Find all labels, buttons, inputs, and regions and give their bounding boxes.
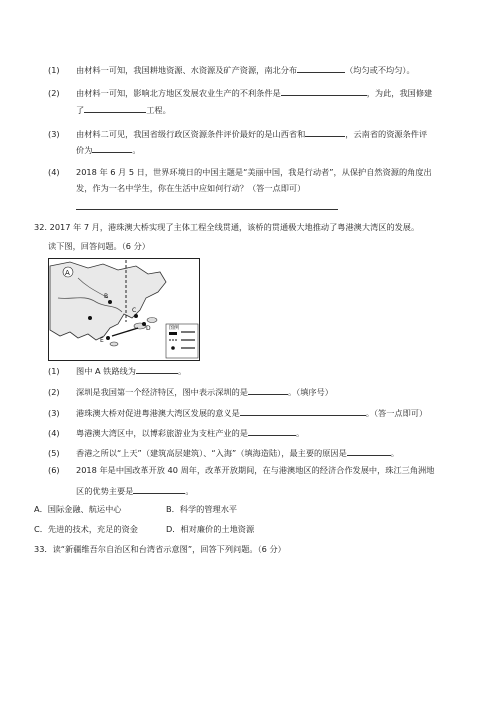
q32-intro: 32. 2017 年 7 月，港珠澳大桥实现了主体工程全线贯通，该桥的贯通极大地推动了粤港澳大湾区的发展。 [34,222,420,232]
q32-6: (6) 2018 年是中国改革开放 40 周年，改革开放期间，在与港澳地区的经济合作发展中，珠江三角洲地 [48,465,435,475]
q31-4-cont: 发，作为一名中学生，你在生活中应如何行动？（答一点即可） [76,183,306,193]
q32-2: (2) 深圳是我国第一个经济特区，图中表示深圳的是 。（填序号） [48,387,333,397]
pearl-river-delta-map [48,258,200,361]
map-label-d: D [146,325,151,332]
q32-5: (5) 香港之所以“上天”（建筑高层建筑）、“入海”（填海造陆），最主要的原因是 。 [48,448,399,458]
q31-1: (1) 由材料一可知，我国耕地资源、水资源及矿产资源，南北分布 （均匀或不均匀）。 [48,65,415,75]
q31-2: (2) 由材料一可知，影响北方地区发展农业生产的不利条件是 ，为此，我国修建 [48,88,433,98]
answer-blank[interactable] [297,63,345,73]
answer-blank[interactable] [92,143,132,153]
map-label-e: E [100,337,104,344]
q33-intro: 33．读“新疆维吾尔自治区和台湾省示意图”，回答下列问题。（6 分） [34,544,286,554]
answer-blank[interactable] [347,446,391,456]
map-label-b: B [104,293,109,300]
q31-3: (3) 由材料二可见，我国省级行政区资源条件评价最好的是山西省和 ，云南省的资源条件评 [48,129,428,139]
q31-2-cont: 了 工程。 [76,105,171,115]
option-b[interactable]: B．科学的管理水平 [166,504,238,514]
option-c[interactable]: C．先进的技术，充足的资金 [34,524,138,534]
q31-4-answer-line [76,200,338,213]
map-svg [48,258,200,361]
answer-blank[interactable] [248,385,288,395]
answer-blank[interactable] [305,127,345,137]
answer-blank[interactable] [76,200,338,210]
q32-4: (4) 粤港澳大湾区中，以博彩旅游业为支柱产业的是 。 [48,428,305,438]
option-a[interactable]: A．国际金融、航运中心 [34,504,122,514]
answer-blank[interactable] [133,484,185,494]
answer-blank[interactable] [248,426,296,436]
answer-blank[interactable] [136,364,178,374]
q31-3-cont: 价为 。 [76,145,141,155]
q32-intro-cont: 读下图，回答问题。（6 分） [48,241,150,251]
q31-4: (4) 2018 年 6 月 5 日，世界环境日的中国主题是“美丽中国，我是行动者”，从保护自然资源的角度出 [48,167,432,177]
answer-blank[interactable] [84,103,146,113]
map-legend-title: 图例 [169,325,180,331]
q32-6-cont: 区的优势主要是 。 [76,486,194,496]
map-label-a: A [65,269,70,277]
answer-blank[interactable] [281,86,367,96]
q32-1: (1) 图中 A 铁路线为 。 [48,366,187,376]
option-d[interactable]: D．相对廉价的土地资源 [166,524,255,534]
map-label-c: C [132,307,137,314]
answer-blank[interactable] [240,406,366,416]
q32-3: (3) 港珠澳大桥对促进粤港澳大湾区发展的意义是 。（答一点即可） [48,408,428,418]
